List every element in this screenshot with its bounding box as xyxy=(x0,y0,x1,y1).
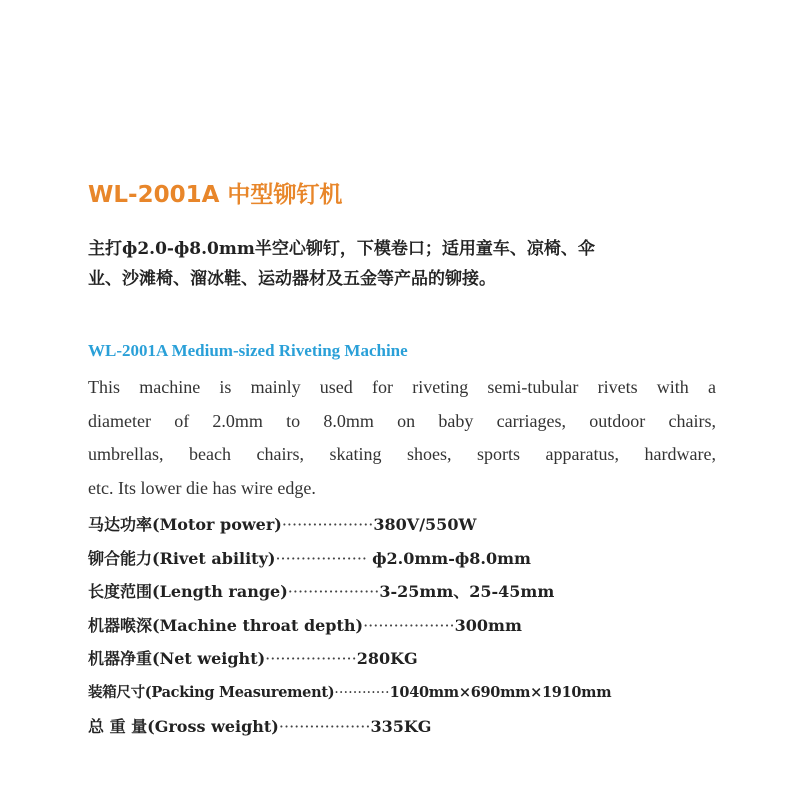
spec-row-motor-power xyxy=(88,508,611,542)
spec-leader: ·················· xyxy=(287,582,380,602)
spec-row-length-range xyxy=(88,575,611,609)
spec-value: 280KG xyxy=(356,649,418,669)
spec-list xyxy=(88,508,611,743)
english-description-line-1: This machine is mainly used for riveting semi-tubular rivets with a xyxy=(88,377,716,397)
spec-leader: ·················· xyxy=(363,615,455,635)
spec-label: 装箱尺寸(Packing Measurement) xyxy=(88,683,335,701)
spec-label: 马达功率(Motor power) xyxy=(88,515,282,534)
spec-label: 总 重 量(Gross weight) xyxy=(88,716,279,736)
spec-value: 380V/550W xyxy=(373,515,477,534)
spec-leader: ············ xyxy=(334,684,390,701)
spec-label: 长度范围(Length range) xyxy=(88,582,288,602)
spec-value: ф2.0mm-ф8.0mm xyxy=(372,548,531,568)
spec-value: 335KG xyxy=(370,716,432,736)
english-description-line-3: umbrellas, beach chairs, skating shoes, sports apparatus, hardware, xyxy=(88,444,716,464)
spec-row-gross-weight xyxy=(88,710,611,744)
english-title: WL-2001A Medium-sized Riveting Machine xyxy=(88,341,408,360)
spec-label: 机器喉深(Machine throat depth) xyxy=(88,615,364,635)
page-title: WL-2001A 中型铆钉机 xyxy=(88,182,343,208)
spec-row-packing-measurement xyxy=(88,676,611,710)
chinese-description-line-1: 主打ф2.0-ф8.0mm半空心铆钉，下模卷口；适用童车、凉椅、伞 xyxy=(88,239,595,259)
spec-row-net-weight xyxy=(88,642,611,676)
english-description-line-4: etc. Its lower die has wire edge. xyxy=(88,477,316,498)
spec-value: 1040mm×690mm×1910mm xyxy=(389,683,612,701)
english-description xyxy=(88,371,716,505)
spec-value: 3-25mm、25-45mm xyxy=(379,582,555,602)
spec-label: 铆合能力(Rivet ability) xyxy=(88,548,276,568)
spec-leader: ·················· xyxy=(278,716,371,736)
chinese-description-line-2: 业、沙滩椅、溜冰鞋、运动器材及五金等产品的铆接。 xyxy=(88,269,496,289)
spec-row-rivet-ability xyxy=(88,542,611,576)
spec-label: 机器净重(Net weight) xyxy=(88,649,266,669)
spec-leader: ·················· xyxy=(265,649,357,669)
english-description-line-2: diameter of 2.0mm to 8.0mm on baby carriages, outdoor chairs, xyxy=(88,410,716,431)
spec-row-throat-depth xyxy=(88,609,611,643)
spec-value: 300mm xyxy=(454,615,522,635)
chinese-description xyxy=(88,234,728,294)
spec-leader: ·················· xyxy=(281,515,374,534)
spec-leader: ·················· xyxy=(275,548,373,568)
